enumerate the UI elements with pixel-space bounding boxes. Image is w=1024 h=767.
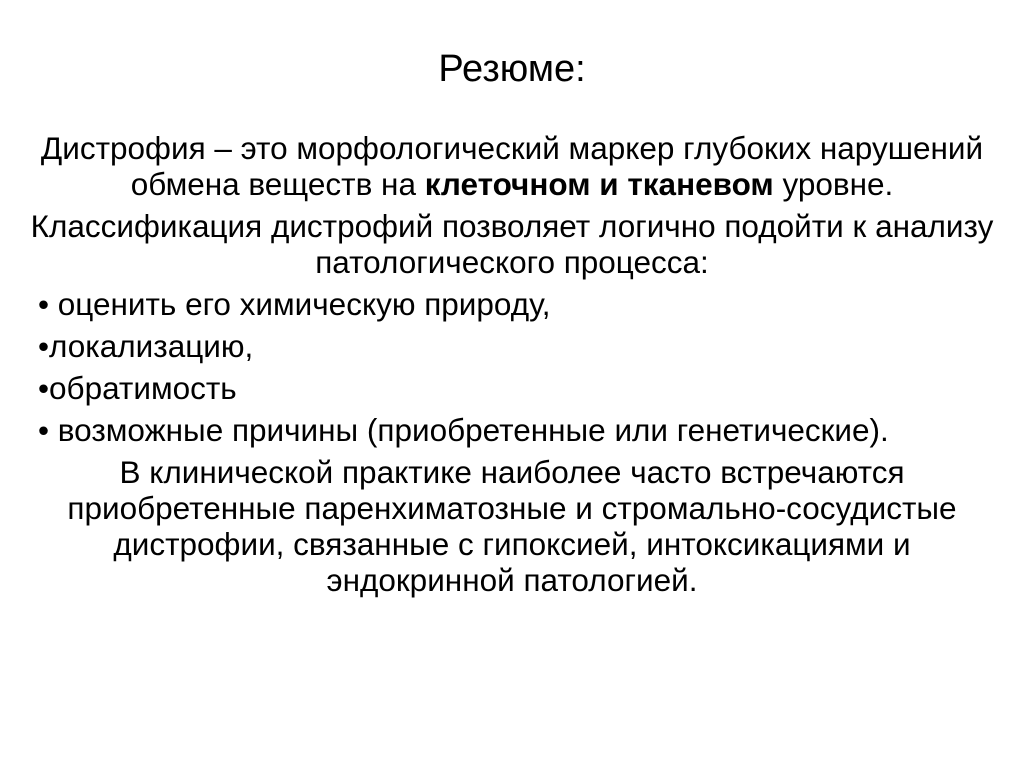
bullet-item-reversibility: •обратимость [38,370,237,406]
paragraph-1-text: Дистрофия – это морфологический маркер глубоких нарушений обмена веществ на [40,130,984,202]
paragraph-classification: Классификация дистрофий позволяет логично подойти к анализу патологического процесса: [30,208,994,280]
paragraph-1-text-end: уровне. [773,166,894,202]
bullet-item-causes: • возможные причины (приобретенные или генетические). [38,412,889,448]
slide-title: Резюме: [438,48,586,90]
bullet-item-localization: •локализацию, [38,328,254,364]
paragraph-dystrophy-definition [30,130,994,202]
slide-body [30,130,994,598]
bullet-list [30,286,994,448]
paragraph-1-bold-text: клеточном и тканевом [424,166,774,202]
bullet-item-chemical-nature: • оценить его химическую природу, [38,286,551,322]
paragraph-clinical-practice: В клинической практике наиболее часто встречаются приобретенные паренхиматозные и стромально-сосудистые дистрофии, связанные с гипоксией, интоксикациями и эндокринной патологией. [67,454,957,598]
